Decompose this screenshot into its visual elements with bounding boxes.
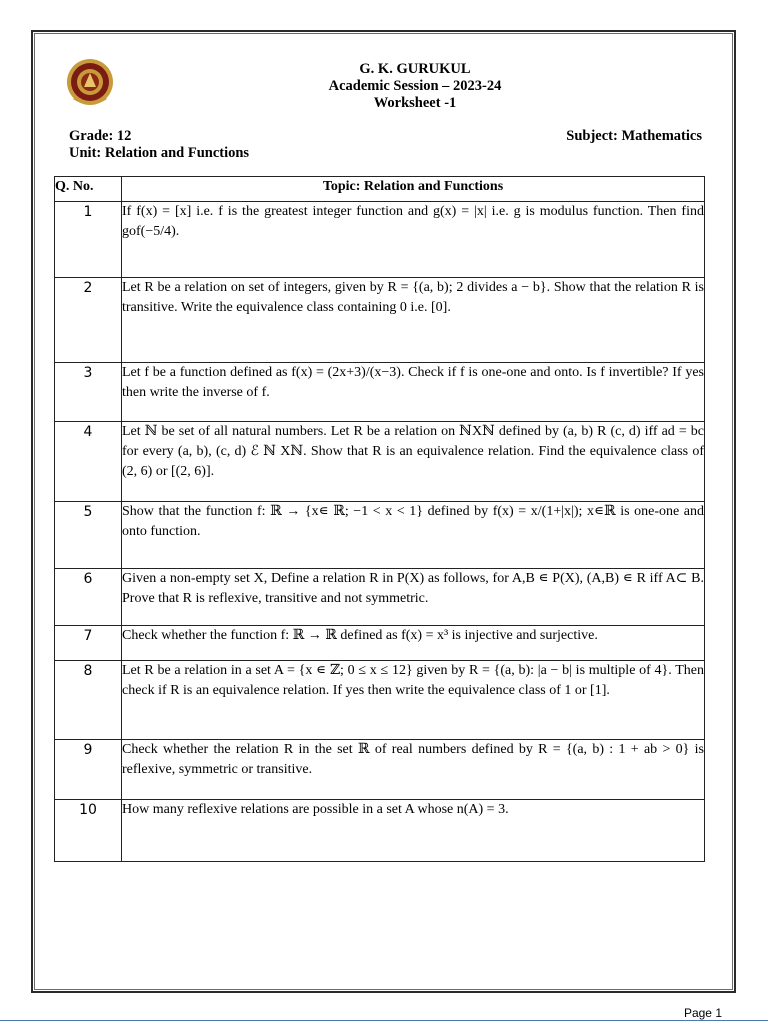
question-text: Let f be a function defined as f(x) = (2x+3)/(x−3). Check if f is one-one and onto. Is f invertible? If yes then write the inverse of f. bbox=[122, 363, 705, 422]
table-header-row bbox=[55, 177, 705, 202]
question-text: Show that the function f: ℝ → {x∊ ℝ; −1 < x < 1} defined by f(x) = x/(1+|x|); x∊ℝ is one-one and onto function. bbox=[122, 502, 705, 569]
school-name: G. K. GURUKUL bbox=[359, 61, 471, 77]
question-text: Let R be a relation on set of integers, given by R = {(a, b); 2 divides a − b}. Show that the relation R is transitive. Write the equivalence class containing 0 i.e. [0]. bbox=[122, 278, 705, 363]
table-row bbox=[55, 363, 705, 422]
question-number: 1 bbox=[55, 202, 122, 278]
footer-line bbox=[0, 1020, 768, 1021]
table-row bbox=[55, 202, 705, 278]
meta-left bbox=[69, 128, 249, 162]
question-number: 5 bbox=[55, 502, 122, 569]
question-text: Let R be a relation in a set A = {x ∊ ℤ; 0 ≤ x ≤ 12} given by R = {(a, b): |a − b| is multiple of 4}. Then check if R is an equivalence relation. If yes then write the equivalence class of 1 or [1]. bbox=[122, 661, 705, 740]
question-number: 3 bbox=[55, 363, 122, 422]
question-number: 10 bbox=[55, 800, 122, 862]
question-text: If f(x) = [x] i.e. f is the greatest integer function and g(x) = |x| i.e. g is modulus function. Then find gof(−5/4). bbox=[122, 202, 705, 278]
table-row bbox=[55, 422, 705, 502]
question-number: 9 bbox=[55, 740, 122, 800]
worksheet-title: Worksheet -1 bbox=[373, 95, 457, 111]
question-number: 6 bbox=[55, 569, 122, 626]
table-row bbox=[55, 502, 705, 569]
page-number: Page 1 bbox=[683, 1006, 722, 1020]
table-row bbox=[55, 569, 705, 626]
questions-table bbox=[54, 176, 705, 862]
question-text: Check whether the function f: ℝ → ℝ defined as f(x) = x³ is injective and surjective. bbox=[122, 626, 705, 661]
qno-header: Q. No. bbox=[55, 177, 122, 202]
question-number: 8 bbox=[55, 661, 122, 740]
school-emblem-icon bbox=[64, 58, 116, 108]
question-number: 4 bbox=[55, 422, 122, 502]
subject-label: Subject: Mathematics bbox=[566, 128, 702, 144]
question-number: 7 bbox=[55, 626, 122, 661]
table-row bbox=[55, 800, 705, 862]
table-row bbox=[55, 740, 705, 800]
table-row bbox=[55, 661, 705, 740]
table-row bbox=[55, 278, 705, 363]
question-text: Check whether the relation R in the set ℝ of real numbers defined by R = {(a, b) : 1 + ab > 0} is reflexive, symmetric or transitive. bbox=[122, 740, 705, 800]
question-text: Given a non-empty set X, Define a relation R in P(X) as follows, for A,B ∊ P(X), (A,B) ∊ R iff A⊂ B. Prove that R is reflexive, transitive and not symmetric. bbox=[122, 569, 705, 626]
document-header bbox=[250, 61, 580, 112]
grade-label: Grade: 12 bbox=[69, 128, 132, 144]
question-number: 2 bbox=[55, 278, 122, 363]
table-row bbox=[55, 626, 705, 661]
topic-header: Topic: Relation and Functions bbox=[122, 177, 705, 202]
question-text: Let ℕ be set of all natural numbers. Let R be a relation on ℕXℕ defined by (a, b) R (c, d) iff ad = bc for every (a, b), (c, d) ℰ ℕ Xℕ. Show that R is an equivalence relation. Find the equivalence class of (2, 6) or [(2, 6)]. bbox=[122, 422, 705, 502]
academic-session: Academic Session – 2023-24 bbox=[328, 78, 502, 94]
unit-label: Unit: Relation and Functions bbox=[69, 145, 250, 161]
question-text: How many reflexive relations are possible in a set A whose n(A) = 3. bbox=[122, 800, 705, 862]
